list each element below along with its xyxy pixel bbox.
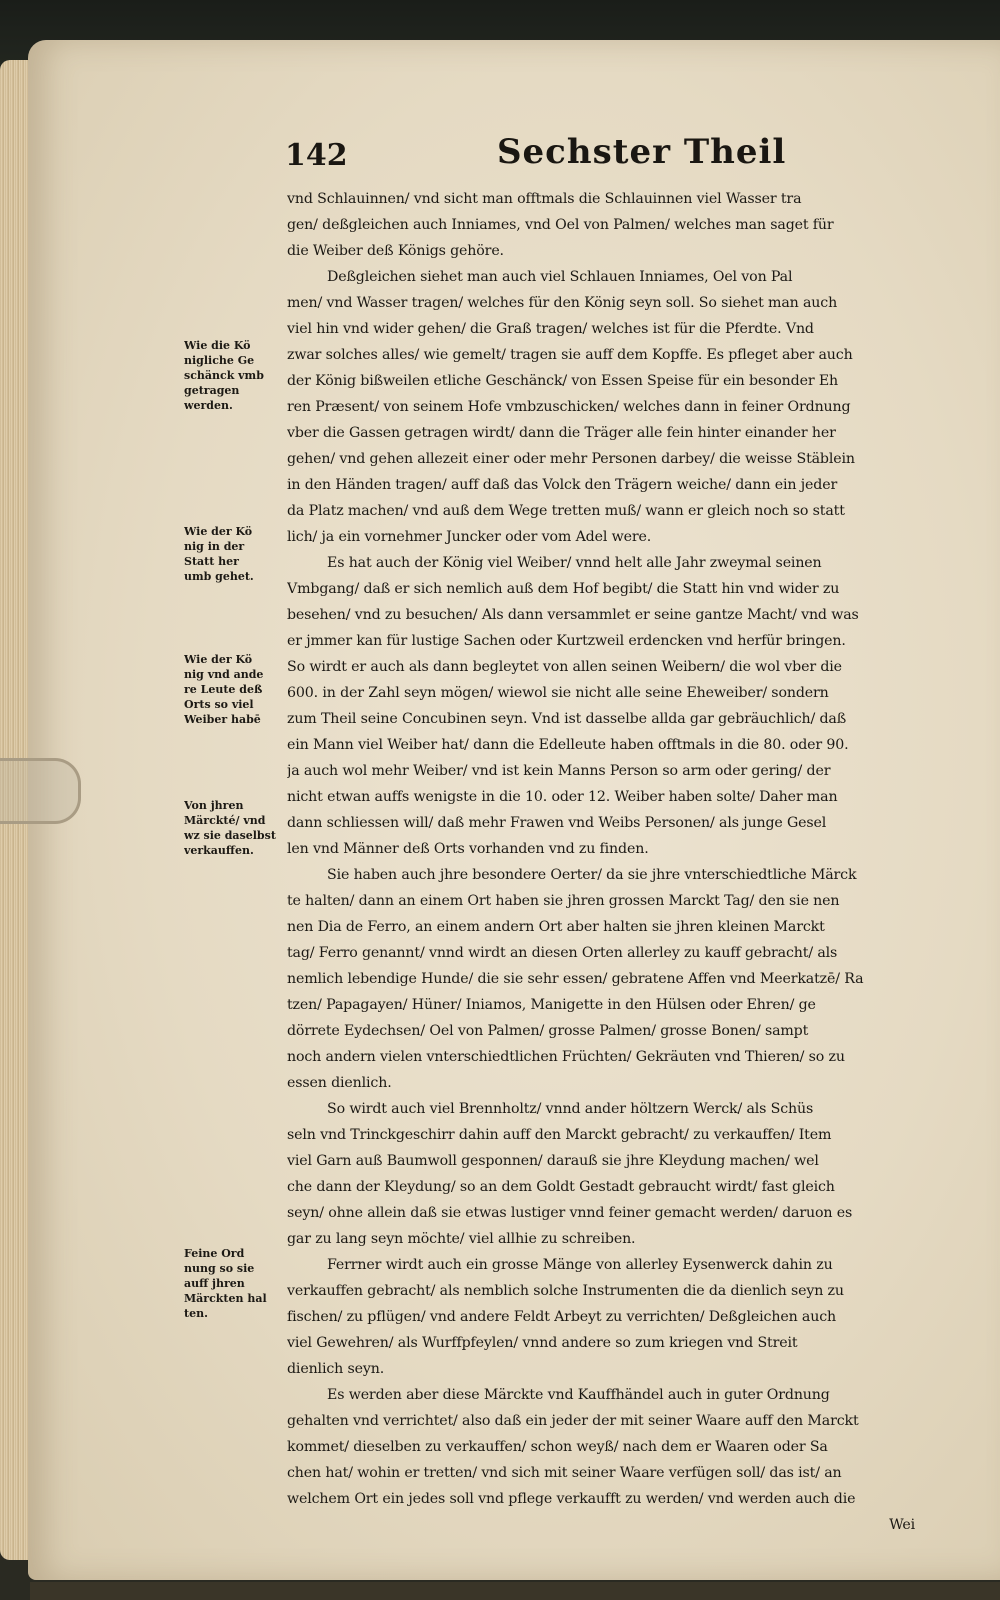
text-line: gehen/ vnd gehen allezeit einer oder mehr Personen darbey/ die weisse Stäblein [287,451,855,467]
text-line: ein Mann viel Weiber hat/ dann die Edelleute haben offtmals in die 80. oder 90. [287,737,849,753]
text-line: So wirdt er auch als dann begleytet von allen seinen Weibern/ die wol vber die [287,659,842,675]
text-line: Es werden aber diese Märckte vnd Kauffhändel auch in guter Ordnung [327,1387,830,1403]
text-line: welchem Ort ein jedes soll vnd pflege verkaufft zu werden/ vnd werden auch die [287,1491,856,1507]
text-line: die Weiber deß Königs gehöre. [287,243,504,259]
text-line: besehen/ vnd zu besuchen/ Als dann versammlet er seine gantze Macht/ vnd was [287,607,859,623]
margin-note-line: Märckté/ vnd [184,814,266,827]
text-line: zwar solches alles/ wie gemelt/ tragen sie auff dem Kopffe. Es pfleget aber auch [287,347,853,363]
text-line: che dann der Kleydung/ so an dem Goldt Gestadt gebraucht wirdt/ fast gleich [287,1179,835,1195]
margin-note-line: Orts so viel [184,698,254,711]
book-clip [0,758,81,824]
margin-note-line: Märckten hal [184,1292,267,1305]
margin-note-1 [184,338,284,413]
page-bottom-shadow [30,1582,1000,1600]
body-text [287,186,915,1538]
text-line: viel Gewehren/ als Wurffpfeylen/ vnnd andere so zum kriegen vnd Streit [287,1335,798,1351]
text-line: men/ vnd Wasser tragen/ welches für den König seyn soll. So siehet man auch [287,295,838,311]
text-line: da Platz machen/ vnd auß dem Wege tretten muß/ wann er gleich noch so statt [287,503,845,519]
text-line: seyn/ ohne allein daß sie etwas lustiger vnnd feiner gemacht werden/ daruon es [287,1205,853,1221]
margin-note-3 [184,652,284,727]
margin-note-line: nig in der [184,540,245,553]
margin-note-2 [184,524,284,584]
margin-note-line: getragen [184,384,240,397]
margin-note-line: nig vnd ande [184,668,264,681]
text-line: seln vnd Trinckgeschirr dahin auff den Marckt gebracht/ zu verkauffen/ Item [287,1127,832,1143]
text-line: kommet/ dieselben zu verkauffen/ schon weyß/ nach dem er Waaren oder Sa [287,1439,828,1455]
text-line: vnd Schlauinnen/ vnd sicht man offtmals die Schlauinnen viel Wasser tra [287,191,802,207]
text-line: So wirdt auch viel Brennholtz/ vnnd ander höltzern Werck/ als Schüs [327,1101,814,1117]
running-head: Sechster Theil [497,132,787,172]
text-line: Deßgleichen siehet man auch viel Schlauen Inniames, Oel von Pal [327,269,793,285]
text-line: der König bißweilen etliche Geschänck/ von Essen Speise für ein besonder Eh [287,373,839,389]
text-line: er jmmer kan für lustige Sachen oder Kurtzweil erdencken vnd herfür bringen. [287,633,846,649]
margin-note-line: nung so sie [184,1262,255,1275]
margin-note-line: Wie der Kö [184,525,253,538]
text-line: gehalten vnd verrichtet/ also daß ein jeder der mit seiner Waare auff den Marckt [287,1413,859,1429]
text-line: Es hat auch der König viel Weiber/ vnnd helt alle Jahr zweymal seinen [327,555,822,571]
margin-note-line: Wie der Kö [184,653,253,666]
text-line: nen Dia de Ferro, an einem andern Ort aber halten sie jhren kleinen Marckt [287,919,825,935]
text-line: ren Præsent/ von seinem Hofe vmbzuschicken/ welches dann in feiner Ordnung [287,399,851,415]
margin-note-line: umb gehet. [184,570,254,583]
text-line: chen hat/ wohin er tretten/ vnd sich mit seiner Waare verfügen soll/ das ist/ an [287,1465,842,1481]
text-line: te halten/ dann an einem Ort haben sie jhren grossen Marckt Tag/ den sie nen [287,893,840,909]
margin-note-line: werden. [184,399,233,412]
margin-note-line: Von jhren [184,799,244,812]
margin-note-line: Weiber habē [184,713,261,726]
margin-note-line: verkauffen. [184,844,254,857]
text-line: ja auch wol mehr Weiber/ vnd ist kein Manns Person so arm oder gering/ der [287,763,831,779]
text-line: nicht etwan auffs wenigste in die 10. oder 12. Weiber haben solte/ Daher man [287,789,838,805]
margin-note-line: Feine Ord [184,1247,245,1260]
page-number: 142 [285,138,348,173]
margin-note-line: ten. [184,1307,208,1320]
margin-note-line: auff jhren [184,1277,245,1290]
text-line: Vmbgang/ daß er sich nemlich auß dem Hof begibt/ die Statt hin vnd wider zu [287,581,840,597]
text-line: verkauffen gebracht/ als nemblich solche Instrumenten die da dienlich seyn zu [287,1283,844,1299]
page-header [285,132,915,184]
margin-note-4 [184,798,284,858]
text-line: essen dienlich. [287,1075,392,1091]
margin-note-line: Wie die Kö [184,339,251,352]
text-line: viel Garn auß Baumwoll gesponnen/ darauß sie jhre Kleydung machen/ wel [287,1153,819,1169]
text-line: dienlich seyn. [287,1361,385,1377]
text-line: len vnd Männer deß Orts vorhanden vnd zu finden. [287,841,649,857]
margin-note-line: nigliche Ge [184,354,255,367]
text-line: dann schliessen will/ daß mehr Frawen vnd Weibs Personen/ als junge Gesel [287,815,827,831]
text-line: zum Theil seine Concubinen seyn. Vnd ist dasselbe allda gar gebräuchlich/ daß [287,711,847,727]
catchword: Wei [889,1517,915,1533]
text-line: 600. in der Zahl seyn mögen/ wiewol sie nicht alle seine Eheweiber/ sondern [287,685,829,701]
text-line: gar zu lang seyn möchte/ viel allhie zu schreiben. [287,1231,636,1247]
text-line: viel hin vnd wider gehen/ die Graß tragen/ welches ist für die Pferdte. Vnd [287,321,814,337]
text-line: fischen/ zu pflügen/ vnd andere Feldt Arbeyt zu verrichten/ Deßgleichen auch [287,1309,836,1325]
text-line: tzen/ Papagayen/ Hüner/ Iniamos, Manigette in den Hülsen oder Ehren/ ge [287,997,816,1013]
text-line: in den Händen tragen/ auff daß das Volck den Trägern weiche/ dann ein jeder [287,477,838,493]
margin-note-line: schänck vmb [184,369,264,382]
text-line: Ferrner wirdt auch ein grosse Mänge von allerley Eysenwerck dahin zu [327,1257,833,1273]
text-line: nemlich lebendige Hunde/ die sie sehr essen/ gebratene Affen vnd Meerkatzē/ Ra [287,971,864,987]
margin-note-line: re Leute deß [184,683,263,696]
text-line: vber die Gassen getragen wirdt/ dann die Träger alle fein hinter einander her [287,425,836,441]
text-line: gen/ deßgleichen auch Inniames, vnd Oel von Palmen/ welches man saget für [287,217,834,233]
text-line: dörrete Eydechsen/ Oel von Palmen/ grosse Palmen/ grosse Bonen/ sampt [287,1023,809,1039]
text-line: lich/ ja ein vornehmer Juncker oder vom Adel were. [287,529,652,545]
margin-note-5 [184,1246,284,1321]
text-line: tag/ Ferro genannt/ vnnd wirdt an diesen Orten allerley zu kauff gebracht/ als [287,945,838,961]
text-line: Sie haben auch jhre besondere Oerter/ da sie jhre vnterschiedtliche Märck [327,867,857,883]
margin-note-line: wz sie daselbst [184,829,276,842]
margin-note-line: Statt her [184,555,239,568]
text-line: noch andern vielen vnterschiedtlichen Früchten/ Gekräuten vnd Thieren/ so zu [287,1049,845,1065]
